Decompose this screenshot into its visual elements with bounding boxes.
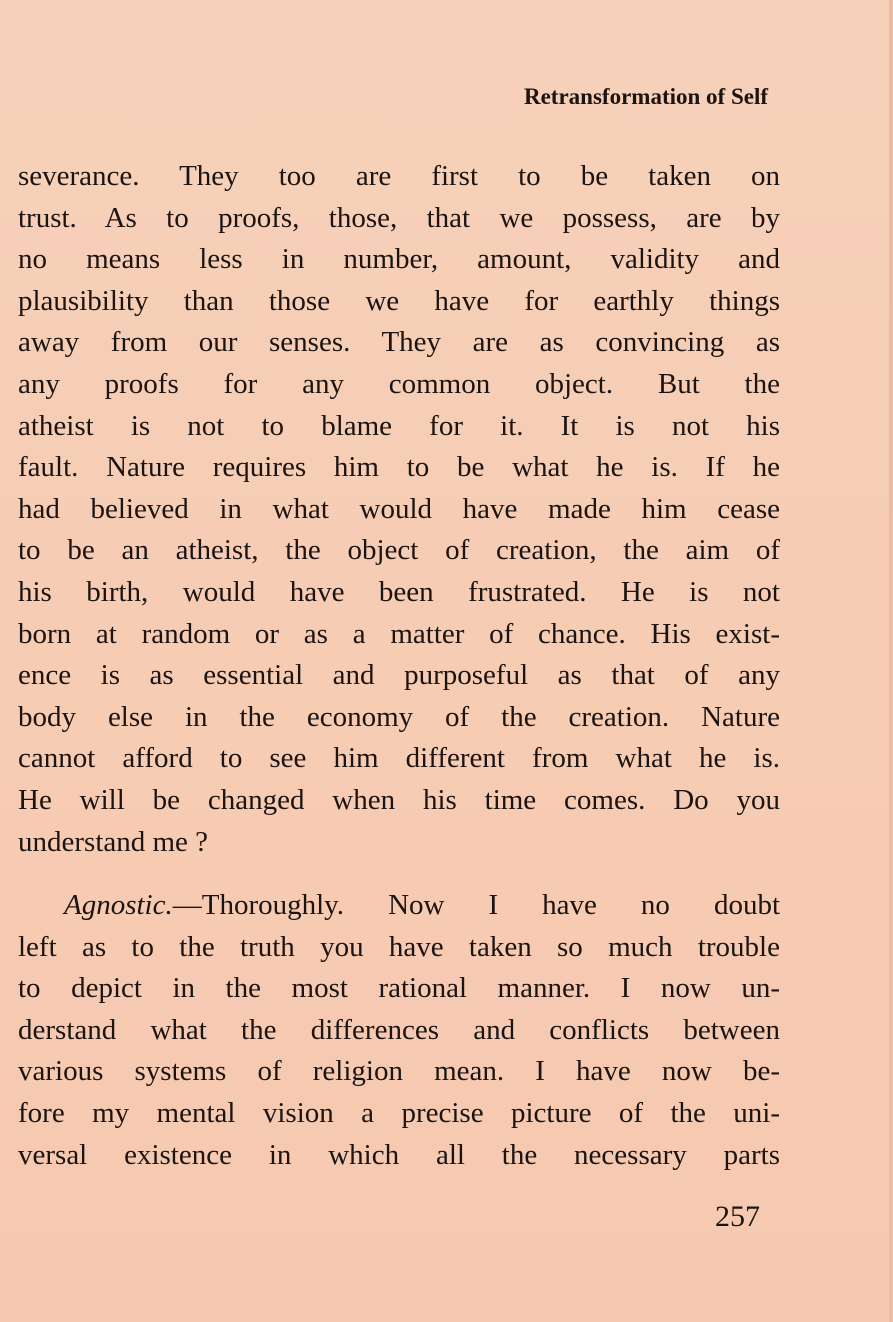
- text-line: fore my mental vision a precise picture of the uni-: [18, 1097, 780, 1130]
- running-title: Retransformation of Self: [523, 84, 768, 109]
- paragraph-2: [18, 885, 780, 1176]
- text-line: He will be changed when his time comes. Do you: [18, 783, 780, 816]
- text-line: born at random or as a matter of chance. His exist-: [18, 617, 780, 650]
- paragraph-1: [18, 156, 780, 863]
- text-line: atheist is not to blame for it. It is not his: [18, 409, 780, 442]
- text-line: any proofs for any common object. But the: [18, 367, 780, 400]
- text-line: trust. As to proofs, those, that we possess, are by: [18, 201, 780, 234]
- text-line: had believed in what would have made him cease: [18, 492, 780, 525]
- text-line: [18, 885, 780, 927]
- text-line: severance. They too are first to be taken on: [18, 160, 780, 192]
- text-line: derstand what the differences and conflicts between: [18, 1013, 780, 1046]
- text-line: plausibility than those we have for earthly things: [18, 284, 780, 317]
- text-line: fault. Nature requires him to be what he is. If he: [18, 451, 780, 484]
- text-line: left as to the truth you have taken so much trouble: [18, 930, 780, 963]
- text-line: away from our senses. They are as convincing as: [18, 326, 780, 359]
- text-line: cannot afford to see him different from what he is.: [18, 742, 780, 775]
- page-number: 257: [715, 1200, 760, 1233]
- body-text: [18, 156, 780, 1176]
- text-line: versal existence in which all the necessary parts: [18, 1138, 780, 1171]
- text-line: to be an atheist, the object of creation, the aim of: [18, 534, 780, 567]
- text-line: no means less in number, amount, validity and: [18, 243, 780, 276]
- speaker-name: Agnostic.: [64, 889, 173, 922]
- paragraph-gap: [18, 863, 780, 885]
- text-line: understand me ?: [18, 825, 209, 858]
- text-line: body else in the economy of the creation. Nature: [18, 700, 780, 733]
- speaker-reply: —Thoroughly. Now I have no doubt: [172, 889, 780, 922]
- text-line: his birth, would have been frustrated. He is not: [18, 575, 780, 608]
- text-line: various systems of religion mean. I have now be-: [18, 1055, 780, 1088]
- text-line: to depict in the most rational manner. I now un-: [18, 972, 780, 1005]
- text-line: ence is as essential and purposeful as that of any: [18, 659, 780, 692]
- page-edge: [889, 0, 893, 1322]
